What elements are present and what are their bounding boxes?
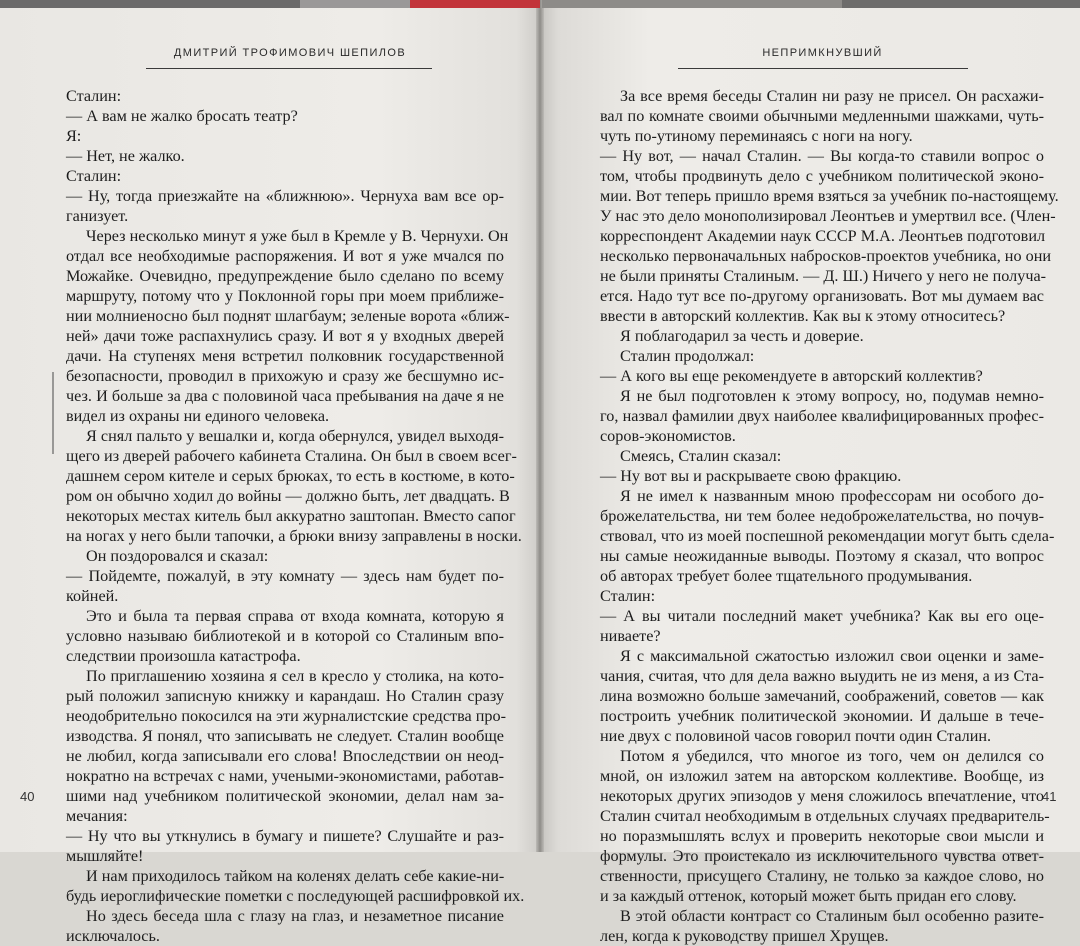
- text-line: ром он обычно ходил до войны — должно быть, лет двадцать. В: [66, 487, 510, 505]
- text-line: том, чтобы продвинуть дело с учебником политической эконо-: [600, 167, 1044, 185]
- text-line: Смеясь, Сталин сказал:: [620, 447, 782, 465]
- text-line: на ногах у него были тапочки, а брюки внизу заправлены в носки.: [66, 527, 522, 545]
- top-edge-strip: [0, 0, 300, 8]
- left-page-number: 40: [20, 789, 35, 804]
- left-header-rule: [146, 68, 432, 69]
- text-line: неодобрительно покосился на эти журналистские средства про-: [66, 707, 506, 725]
- text-line: не любил, когда записывали его слова! Впоследствии он неод-: [66, 747, 504, 765]
- text-line: Я:: [66, 127, 82, 145]
- text-line: ганизует.: [66, 207, 129, 225]
- text-line: чез. И больше за два с половиной часа пребывания на даче я не: [66, 387, 504, 405]
- text-line: лен, когда к руководству пришел Хрущев.: [600, 927, 889, 945]
- text-line: У нас это дело монополизировал Леонтьев и умертвил все. (Член-: [600, 207, 1056, 225]
- text-line: будь иероглифические пометки с последующей расшифровкой их.: [66, 887, 525, 905]
- top-edge-strip: [542, 0, 842, 8]
- text-line: лина возможно больше замечаний, соображений, советов — как: [600, 687, 1044, 705]
- text-line: дашнем сером кителе и серых брюках, то есть в костюме, в кото-: [66, 467, 515, 485]
- text-line: — Ну, тогда приезжайте на «ближнюю». Чернуха вам все ор-: [66, 187, 504, 205]
- top-edge-strip: [410, 0, 540, 8]
- text-line: ется. Надо тут все по-другому организовать. Вот мы думаем вас: [600, 287, 1044, 305]
- text-line: исключалось.: [66, 927, 160, 945]
- text-line: брожелательства, ни тем более недоброжелательства, но почув-: [600, 507, 1044, 525]
- text-line: — А кого вы еще рекомендуете в авторский коллектив?: [600, 367, 983, 385]
- text-line: ны самые неожиданные выводы. Поэтому я сказал, что вопрос: [600, 547, 1044, 565]
- text-line: вал по комнате своими обычными медленными шажками, чуть-: [600, 107, 1044, 125]
- text-line: следствии произошла катастрофа.: [66, 647, 301, 665]
- text-line: — Ну что вы уткнулись в бумагу и пишете? Слушайте и раз-: [66, 827, 504, 845]
- text-line: некоторых других эпизодов у меня сложилось впечатление, что: [600, 787, 1044, 805]
- text-line: Но здесь беседа шла с глазу на глаз, и незаметное писание: [86, 907, 504, 925]
- text-line: Сталин:: [600, 587, 656, 605]
- text-line: ние двух с половиной часов говорил почти один Сталин.: [600, 727, 992, 745]
- text-line: И нам приходилось тайком на коленях делать себе какие-ни-: [86, 867, 505, 885]
- right-running-head: НЕПРИМКНУВШИЙ: [762, 47, 883, 59]
- text-line: не были приняты Сталиным. — Д. Ш.) Ничего у него не получа-: [600, 267, 1047, 285]
- text-line: Сталин:: [66, 167, 122, 185]
- text-line: дачи. На ступенях меня встретил полковник государственной: [66, 347, 504, 365]
- text-line: соров-экономистов.: [600, 427, 736, 445]
- text-line: — А вы читали последний макет учебника? Как вы его оце-: [600, 607, 1044, 625]
- text-line: Я поблагодарил за честь и доверие.: [620, 327, 864, 345]
- text-line: — Пойдемте, пожалуй, в эту комнату — здесь нам будет по-: [66, 567, 504, 585]
- text-line: нии молниеносно был поднят шлагбаум; зеленые ворота «ближ-: [66, 307, 510, 325]
- text-line: Через несколько минут я уже был в Кремле у В. Чернухи. Он: [86, 227, 509, 245]
- text-line: ственности, присущего Сталину, не только за каждое слово, но: [600, 867, 1044, 885]
- text-line: — Нет, не жалко.: [66, 147, 185, 165]
- text-line: мышляйте!: [66, 847, 144, 865]
- text-line: В этой области контраст со Сталиным был особенно разите-: [620, 907, 1044, 925]
- text-line: об авторах требует более тщательного продумывания.: [600, 567, 973, 585]
- right-page-number: 41: [1042, 789, 1057, 804]
- text-line: чуть по-утиному переминаясь с ноги на ногу.: [600, 127, 913, 145]
- left-running-head: ДМИТРИЙ ТРОФИМОВИЧ ШЕПИЛОВ: [173, 47, 407, 59]
- text-line: отдал все необходимые распоряжения. И вот я уже мчался по: [66, 247, 504, 265]
- text-line: условно называю библиотекой и в которой со Сталиным впо-: [66, 627, 504, 645]
- text-line: рый положил записную книжку и карандаш. Но Сталин сразу: [66, 687, 504, 705]
- text-line: шими над учебником политической экономии, делал нам за-: [66, 787, 504, 805]
- book-gutter: [536, 0, 544, 852]
- text-line: мечания:: [66, 807, 128, 825]
- text-line: Сталин:: [66, 87, 122, 105]
- top-edge-strip: [300, 0, 410, 8]
- text-line: нократно на встречах с нами, учеными-экономистами, работав-: [66, 767, 504, 785]
- text-line: и за каждый оттенок, который может быть придан его слову.: [600, 887, 1017, 905]
- text-line: За все время беседы Сталин ни разу не присел. Он расхажи-: [620, 87, 1044, 105]
- text-line: мной, он изложил затем на авторском коллективе. Вообще, из: [600, 767, 1044, 785]
- text-line: — А вам не жалко бросать театр?: [66, 107, 298, 125]
- text-line: несколько первоначальных набросков-проектов учебника, но они: [600, 247, 1052, 265]
- text-line: построить учебник политической экономии. И дальше в тече-: [600, 707, 1044, 725]
- text-line: По приглашению хозяина я сел в кресло у столика, на кото-: [86, 667, 504, 685]
- text-line: мии. Вот теперь пришло время взяться за учебник по-настоящему.: [600, 187, 1059, 205]
- text-line: щего из дверей рабочего кабинета Сталина. Он был в своем всег-: [66, 447, 517, 465]
- text-line: койней.: [66, 587, 119, 605]
- text-line: ниваете?: [600, 627, 661, 645]
- text-line: некоторых местах китель был аккуратно заштопан. Вместо сапог: [66, 507, 516, 525]
- text-line: Я снял пальто у вешалки и, когда обернулся, увидел выходя-: [86, 427, 504, 445]
- text-line: безопасности, проводил в прихожую и сразу же бесшумно ис-: [66, 367, 504, 385]
- text-line: Сталин продолжал:: [620, 347, 755, 365]
- text-line: — Ну вот вы и раскрываете свою фракцию.: [600, 467, 902, 485]
- text-line: видел из охраны ни единого человека.: [66, 407, 330, 425]
- text-line: изводства. Я понял, что записывать не следует. Сталин вообще: [66, 727, 504, 745]
- text-line: Он поздоровался и сказал:: [86, 547, 269, 565]
- text-line: ствовал, что из моей поспешной рекомендации могут быть сдела-: [600, 527, 1055, 545]
- text-line: формулы. Это проистекало из исключительного чувства ответ-: [600, 847, 1044, 865]
- text-line: Это и была та первая справа от входа комната, которую я: [86, 607, 504, 625]
- text-line: Можайке. Очевидно, предупреждение было сделано по всему: [66, 267, 504, 285]
- text-line: ней» дачи тоже распахнулись сразу. И вот я у входных дверей: [66, 327, 504, 345]
- right-header-rule: [678, 68, 968, 69]
- text-line: маршруту, потому что у Поклонной горы при моем приближе-: [66, 287, 504, 305]
- text-line: го, назвал фамилии двух наиболее квалифицированных профес-: [600, 407, 1044, 425]
- text-line: чания, считая, что для дела важно выудить не из меня, а из Ста-: [600, 667, 1044, 685]
- text-line: — Ну вот, — начал Сталин. — Вы когда-то ставили вопрос о: [600, 147, 1044, 165]
- text-line: Сталин считал необходимым в отдельных случаях предваритель-: [600, 807, 1050, 825]
- text-line: Я не имел к названным мною профессорам ни особого до-: [620, 487, 1044, 505]
- text-line: Я с максимальной сжатостью изложил свои оценки и заме-: [620, 647, 1044, 665]
- text-line: но поразмышлять вслух и проверить некоторые свои мысли и: [600, 827, 1044, 845]
- left-body-text: [66, 86, 525, 946]
- text-line: Я не был подготовлен к этому вопросу, но, подумав немно-: [620, 387, 1044, 405]
- text-line: ввести в авторский коллектив. Как вы к этому относитесь?: [600, 307, 1006, 325]
- top-edge-strip: [842, 0, 1080, 8]
- text-line: Потом я убедился, что многое из того, чем он делился со: [620, 747, 1044, 765]
- text-line: корреспондент Академии наук СССР М.А. Леонтьев подготовил: [600, 227, 1046, 245]
- margin-pencil-mark: [52, 372, 54, 454]
